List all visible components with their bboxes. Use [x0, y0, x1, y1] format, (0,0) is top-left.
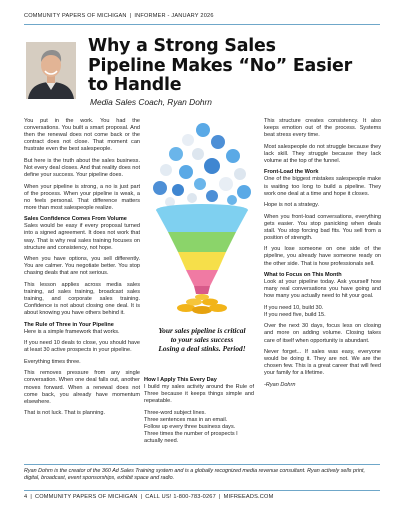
paragraph: Look at your pipeline today. Ask yourself how many real conversations you have going and how many you actually need to hit your goal. — [264, 279, 381, 300]
list-item: Three sentences max in an email. — [144, 416, 228, 423]
paragraph: This removes pressure from any single conversation. When one deal falls out, another moves forward. When a renewal does not come back, you already have momentum elsewhere. — [24, 370, 140, 405]
footer-separator: | — [218, 494, 221, 500]
title-line: Why a Strong Sales — [88, 36, 276, 56]
footer-separator: | — [140, 494, 143, 500]
pull-quote-line: Your sales pipeline is critical — [158, 326, 246, 335]
section-heading: How I Apply This Every Day — [144, 377, 217, 383]
page-footer — [24, 494, 380, 500]
author-photo — [26, 42, 76, 99]
pull-quote-line: Losing a deal stinks. Period! — [158, 344, 246, 354]
paragraph: When your pipeline is strong, a no is just part of the process. When your pipeline is weak, a no feels personal. That difference matters more than most salespeople realize. — [24, 183, 140, 211]
section-heading: What to Focus on This Month — [264, 272, 342, 279]
paragraph: I build my sales activity around the Rule of Three because it keeps things simple and repeatable. — [144, 384, 254, 405]
paragraph: When you front-load conversations, everything gets easier. You stop panicking when deals stall. You stop forcing bad fits. You sell from a position of strength. — [264, 213, 381, 241]
signature: -Ryan Dohrn — [264, 381, 296, 388]
people-bubbles — [153, 123, 251, 207]
paragraph: When you have options, you sell differently. You are calmer. You negotiate better. You stop chasing deals that are not serious. — [24, 256, 140, 277]
pull-quote-line: to your sales success — [170, 335, 234, 345]
paragraph: But here is the truth about the sales business. Not every deal closes. And that reality does not define your success. Your pipeline does. — [24, 157, 140, 179]
section-heading: The Rule of Three in Your Pipeline — [24, 321, 114, 328]
footer-call: CALL US! 1-800-783-0267 — [145, 494, 216, 500]
paragraph: That is not luck. That is planning. — [24, 410, 105, 417]
section-heading: Sales Confidence Comes From Volume — [24, 216, 127, 223]
paragraph: This lesson applies across media sales training, ad sales training, broadcast sales training, and corporate sales training. Confidence is not about closing one deal. It is about knowing you have others behind it. — [24, 281, 140, 317]
funnel-svg — [148, 118, 256, 318]
paragraph: If you need 10 deals to close, you should have at least 30 active prospects in your pipeline. — [24, 340, 140, 354]
paragraph: Never forget... If sales was easy, everyone would be doing it. They are not. We are the chosen few. This is a great career that will feed your family for a lifetime. — [264, 349, 381, 377]
right-column — [264, 118, 381, 393]
middle-column — [144, 377, 254, 445]
bio-rule — [24, 464, 380, 465]
list-item: Three times the number of prospects I actually need. — [144, 431, 238, 445]
header-rule — [24, 24, 380, 25]
footer-separator: | — [30, 494, 32, 500]
paragraph: Sales would be easy if every proposal turned into a signed agreement. It does not work that way. That is why real sales training focuses on structure and consistency, not hope. — [24, 223, 140, 251]
coins — [177, 294, 227, 314]
sales-funnel-illustration — [148, 118, 256, 318]
article-byline: Media Sales Coach, Ryan Dohrn — [90, 97, 212, 107]
paragraph: Most salespeople do not struggle because they lack skill. They struggle because they lack volume at the top of the funnel. — [264, 143, 381, 164]
list-item: If you need 10, build 30. — [264, 304, 324, 311]
header-publication: COMMUNITY PAPERS OF MICHIGAN — [24, 13, 127, 19]
list-item: If you need five, build 15. — [264, 311, 326, 318]
page-number: 4 — [24, 494, 28, 500]
list-item: Three-word subject lines. — [144, 409, 206, 416]
pull-quote — [144, 326, 260, 354]
author-bio: Ryan Dohrn is the creator of the 360 Ad Sales Training system and is a globally recognized media revenue consultant. Ryan actively sells print, digital, broadcast, event sponsorships, exhibit space and radio. — [24, 468, 365, 481]
paragraph: This structure creates consistency. It also keeps emotion out of the process. Systems beat stress every time. — [264, 118, 381, 139]
left-column — [24, 118, 140, 422]
list-item: Follow up every three business days. — [144, 423, 236, 430]
paragraph: You put in the work. You had the conversations. You built a smart proposal. And then the renewal does not come back or the contract does not close. That moment can frustrate even the best salespeople. — [24, 118, 140, 153]
funnel — [156, 204, 248, 294]
footer-rule — [24, 490, 380, 491]
title-line: to Handle — [88, 75, 182, 96]
article-title — [88, 37, 378, 96]
header-issue: INFORMER - JANUARY 2026 — [134, 13, 214, 19]
paragraph: One of the biggest mistakes salespeople make is waiting too long to build a pipeline. They work one deal at a time and hope it closes. — [264, 176, 381, 197]
title-line: Pipeline Makes “No” Easier — [88, 55, 352, 76]
footer-website[interactable]: MIFREEADS.COM — [223, 494, 274, 500]
page-header — [24, 13, 380, 19]
paragraph: If you lose someone on one side of the pipeline, you already have someone ready on the other side. That is how professionals sell. — [264, 246, 381, 267]
header-separator: | — [129, 13, 132, 19]
section-heading: Front-Load the Work — [264, 169, 319, 176]
paragraph: Hope is not a strategy. — [264, 202, 320, 209]
footer-publication: COMMUNITY PAPERS OF MICHIGAN — [34, 494, 138, 500]
paragraph: Everything times three. — [24, 358, 81, 365]
paragraph: Here is a simple framework that works. — [24, 328, 120, 335]
paragraph: Over the next 30 days, focus less on closing and more on adding volume. Closing takes care of itself when opportunity is abundant. — [264, 323, 381, 344]
